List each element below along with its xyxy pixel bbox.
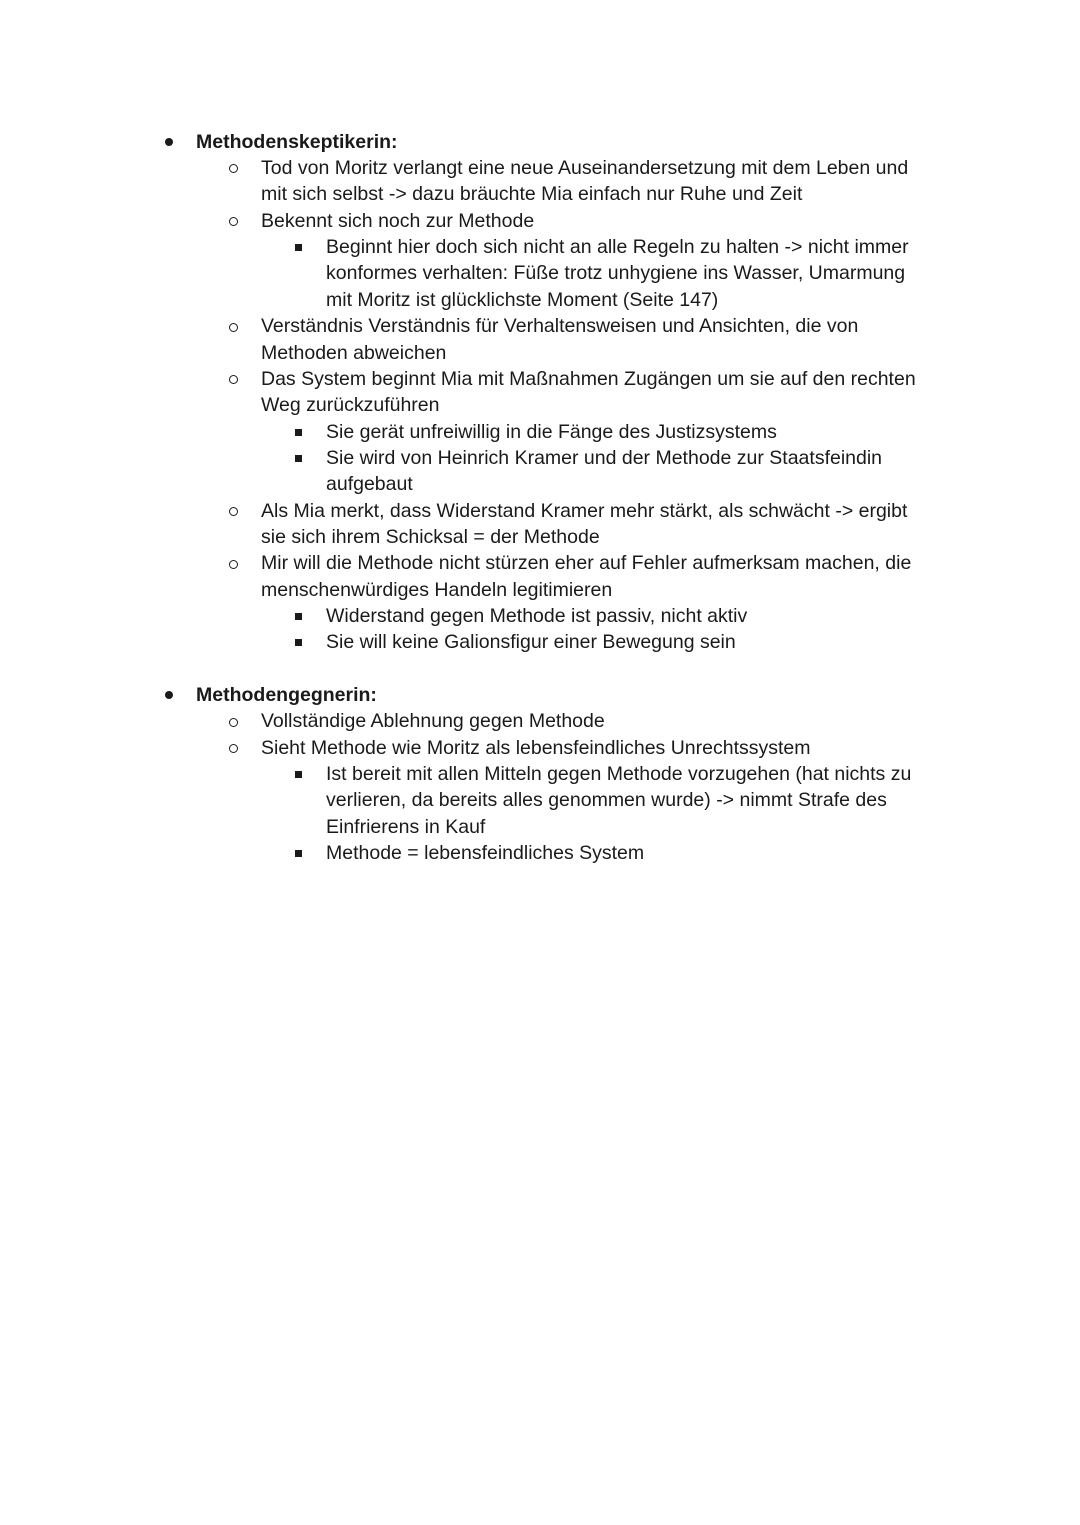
sub-item-line: Ist bereit mit allen Mitteln gegen Methode vorzugehen (hat nichts zu [326, 763, 912, 785]
list-item-bullet [229, 744, 238, 753]
sub-item-bullet [295, 639, 302, 646]
list-item-line: mit sich selbst -> dazu bräuchte Mia einfach nur Ruhe und Zeit [261, 183, 803, 205]
list-item-line: sie sich ihrem Schicksal = der Methode [261, 526, 600, 548]
list-item-line: Sieht Methode wie Moritz als lebensfeindliches Unrechtssystem [261, 737, 811, 759]
list-item-line: Mir will die Methode nicht stürzen eher auf Fehler aufmerksam machen, die [261, 552, 912, 574]
sub-item-line: Methode = lebensfeindliches System [326, 842, 645, 864]
list-item-bullet [229, 507, 238, 516]
list-item-line: Weg zurückzuführen [261, 394, 440, 416]
sub-item-bullet [295, 244, 302, 251]
list-item-line: Vollständige Ablehnung gegen Methode [261, 710, 605, 732]
sub-item-line: aufgebaut [326, 473, 413, 495]
list-item-bullet [229, 560, 238, 569]
sub-item-line: Sie will keine Galionsfigur einer Bewegung sein [326, 631, 736, 653]
sub-item-line: Sie wird von Heinrich Kramer und der Methode zur Staatsfeindin [326, 447, 883, 469]
list-item-bullet [229, 718, 238, 727]
sub-item-bullet [295, 455, 302, 462]
sub-item-line: Einfrierens in Kauf [326, 816, 486, 838]
section-heading: Methodenskeptikerin: [196, 131, 398, 153]
sub-item-line: Widerstand gegen Methode ist passiv, nicht aktiv [326, 605, 748, 627]
list-item-line: Verständnis Verständnis für Verhaltensweisen und Ansichten, die von [261, 315, 859, 337]
sub-item-bullet [295, 613, 302, 620]
list-item-line: Bekennt sich noch zur Methode [261, 210, 535, 232]
sub-item-line: konformes verhalten: Füße trotz unhygiene ins Wasser, Umarmung [326, 262, 906, 284]
list-item-line: Das System beginnt Mia mit Maßnahmen Zugängen um sie auf den rechten [261, 368, 916, 390]
list-item-line: menschenwürdiges Handeln legitimieren [261, 579, 613, 601]
sub-item-line: Beginnt hier doch sich nicht an alle Regeln zu halten -> nicht immer [326, 236, 909, 258]
section-bullet [165, 138, 173, 146]
list-item-line: Tod von Moritz verlangt eine neue Auseinandersetzung mit dem Leben und [261, 157, 909, 179]
sub-item-bullet [295, 771, 302, 778]
section-heading: Methodengegnerin: [196, 684, 377, 706]
sub-item-line: mit Moritz ist glücklichste Moment (Seite 147) [326, 289, 719, 311]
section-bullet [165, 691, 173, 699]
sub-item-bullet [295, 429, 302, 436]
list-item-bullet [229, 164, 238, 173]
sub-item-line: verlieren, da bereits alles genommen wurde) -> nimmt Strafe des [326, 789, 887, 811]
list-item-bullet [229, 323, 238, 332]
list-item-line: Methoden abweichen [261, 342, 447, 364]
list-item-line: Als Mia merkt, dass Widerstand Kramer mehr stärkt, als schwächt -> ergibt [261, 500, 908, 522]
sub-item-bullet [295, 850, 302, 857]
sub-item-line: Sie gerät unfreiwillig in die Fänge des Justizsystems [326, 421, 777, 443]
list-item-bullet [229, 217, 238, 226]
list-item-bullet [229, 375, 238, 384]
